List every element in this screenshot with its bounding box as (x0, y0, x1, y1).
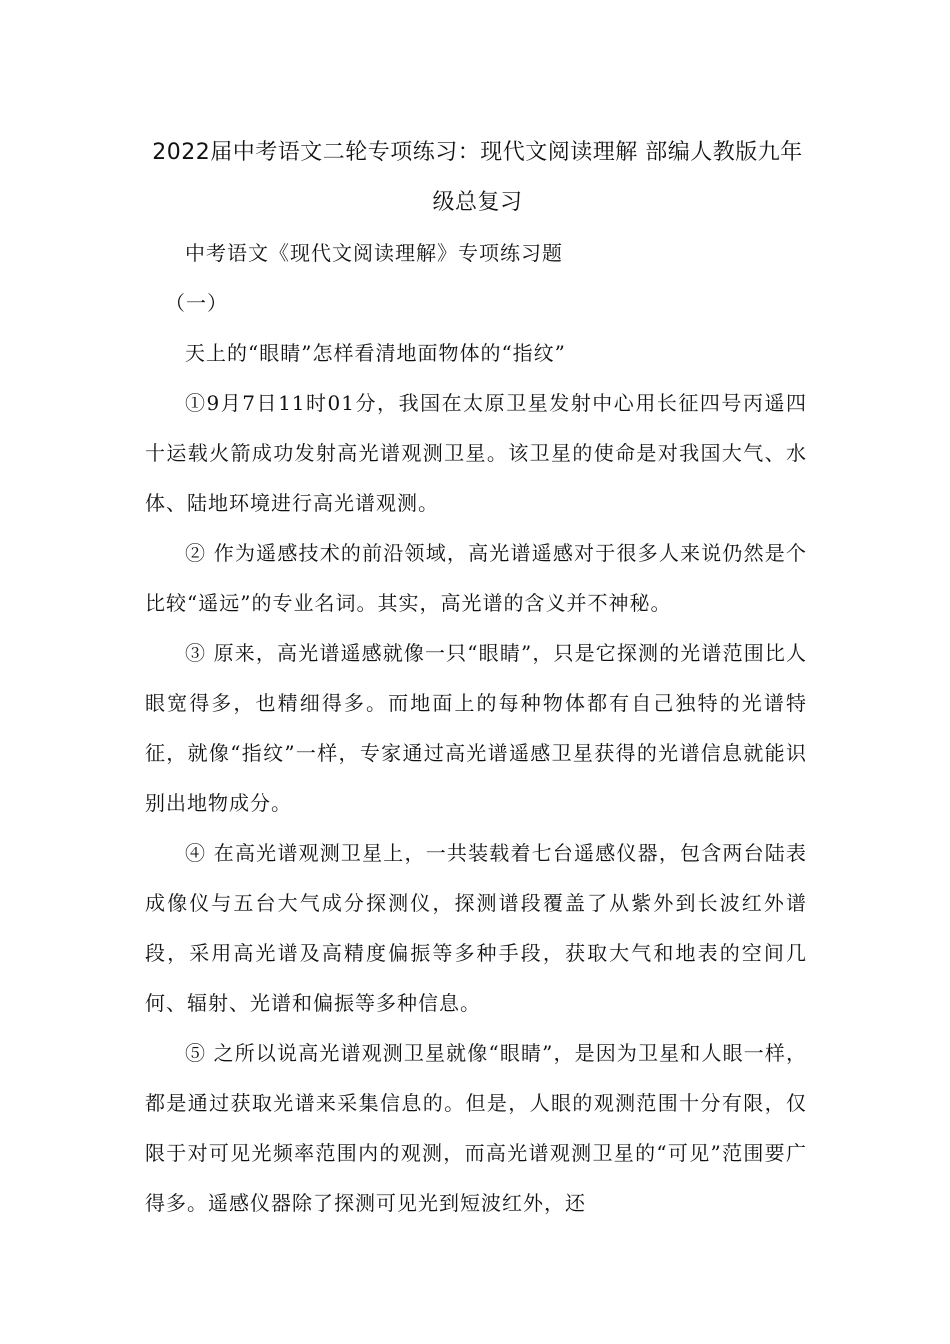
paragraph-2: ② 作为遥感技术的前沿领域，高光谱遥感对于很多人来说仍然是个比较“遥远”的专业名词。其实，高光谱的含义并不神秘。 (145, 541, 807, 615)
document-title: 2022届中考语文二轮专项练习：现代文阅读理解 部编人教版九年级总复习 (152, 140, 803, 215)
paragraph-1: ①9月7日11时01分，我国在太原卫星发射中心用长征四号丙遥四十运载火箭成功发射高光谱观测卫星。该卫星的使命是对我国大气、水体、陆地环境进行高光谱观测。 (145, 391, 807, 515)
document-body (145, 228, 807, 1228)
paragraph-3: ③ 原来，高光谱遥感就像一只“眼睛”，只是它探测的光谱范围比人眼宽得多，也精细得多。而地面上的每种物体都有自己独特的光谱特征，就像“指纹”一样，专家通过高光谱遥感卫星获得的光谱信息就能识别出地物成分。 (145, 641, 807, 815)
paragraph-5: ⑤ 之所以说高光谱观测卫星就像“眼睛”，是因为卫星和人眼一样，都是通过获取光谱来采集信息的。但是，人眼的观测范围十分有限，仅限于对可见光频率范围内的观测，而高光谱观测卫星的“可见”范围要广得多。遥感仪器除了探测可见光到短波红外，还 (145, 1041, 807, 1215)
exercise-subtitle: 中考语文《现代文阅读理解》专项练习题 (185, 241, 563, 265)
section-number: （一） (165, 291, 228, 315)
article-title: 天上的“眼睛”怎样看清地面物体的“指纹” (185, 341, 566, 365)
paragraph-4: ④ 在高光谱观测卫星上，一共装载着七台遥感仪器，包含两台陆表成像仪与五台大气成分探测仪，探测谱段覆盖了从紫外到长波红外谱段，采用高光谱及高精度偏振等多种手段，获取大气和地表的空间几何、辐射、光谱和偏振等多种信息。 (145, 841, 807, 1015)
